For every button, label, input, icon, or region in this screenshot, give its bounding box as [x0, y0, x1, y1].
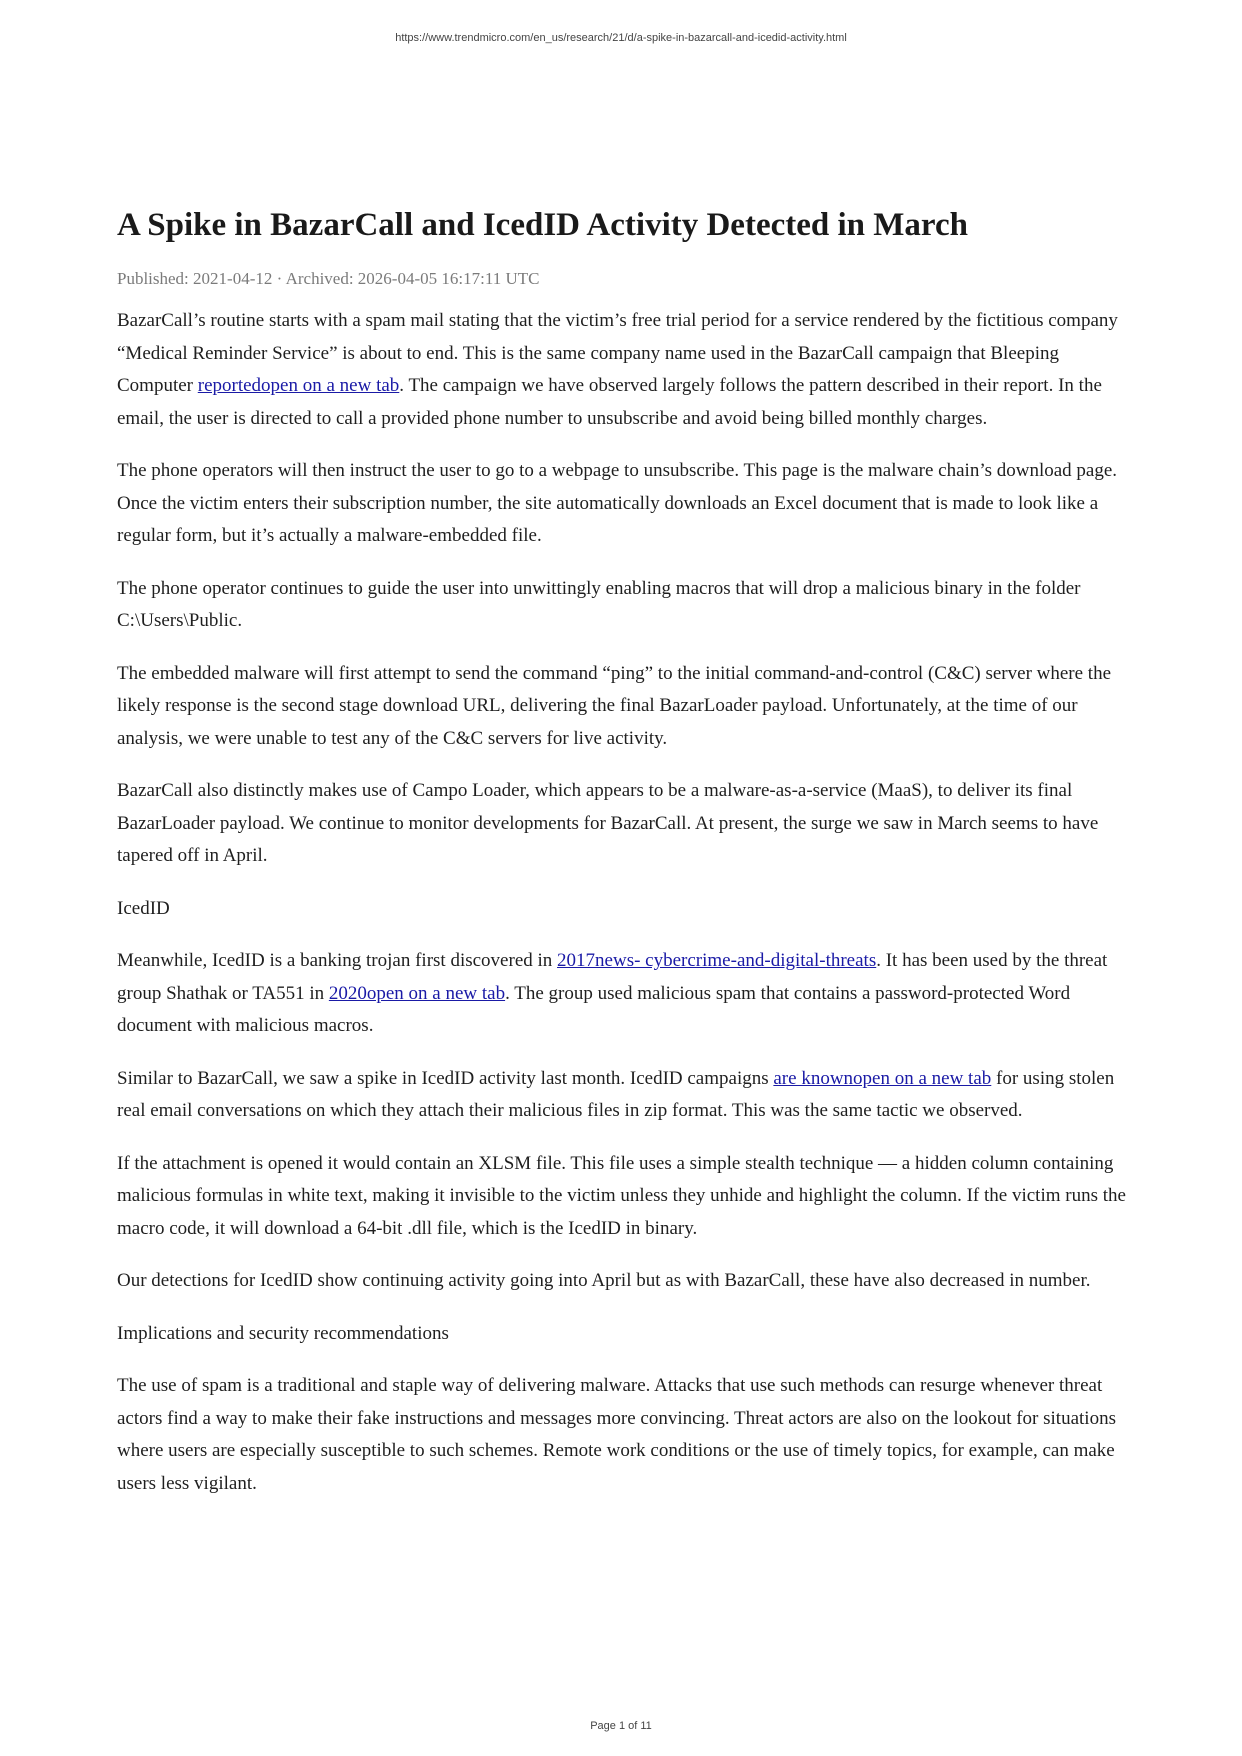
article-body [117, 205, 1133, 1520]
paragraph-text: for using stolen real email conversations on which they attach their malicious files in zip format. This was the same tactic we observed. [117, 1067, 1115, 1121]
section-heading-icedid: IcedID [117, 897, 170, 919]
paragraph-icedid-intro [117, 945, 1133, 1043]
paragraph-text: Similar to BazarCall, we saw a spike in IcedID activity last month. IcedID campaigns [117, 1067, 774, 1089]
section-heading-implications: Implications and security recommendations [117, 1322, 449, 1344]
paragraph-icedid-spike [117, 1063, 1133, 1128]
paragraph-macros: The phone operator continues to guide the user into unwittingly enabling macros that will drop a malicious binary in the folder C:\Users\Public. [117, 577, 1081, 631]
page-number-footer: Page 1 of 11 [590, 1720, 652, 1732]
paragraph-phone-operators: The phone operators will then instruct the user to go to a webpage to unsubscribe. This page is the malware chain’s download page. Once the victim enters their subscription number, the site automatically downloads an Excel document that is made to look like a regular form, but it’s actually a malware-embedded file. [117, 460, 1118, 546]
paragraph-text: . The campaign we have observed largely follows the pattern described in their report. In the email, the user is directed to call a provided phone number to unsubscribe and avoid being billed monthly charges. [117, 375, 1102, 429]
page-url-header: https://www.trendmicro.com/en_us/research/21/d/a-spike-in-bazarcall-and-icedid-activity.html [395, 32, 847, 44]
paragraph-text: . It has been used by the threat group Shathak or TA551 in [117, 950, 1108, 1004]
paragraph-text: . The group used malicious spam that contains a password-protected Word document with malicious macros. [117, 982, 1071, 1036]
paragraph-xlsm-attachment: If the attachment is opened it would contain an XLSM file. This file uses a simple stealth technique — a hidden column containing malicious formulas in white text, making it invisible to the victim unless they unhide and highlight the column. If the victim runs the macro code, it will download a 64-bit .dll file, which is the IcedID in binary. [117, 1152, 1126, 1239]
2017-news-link[interactable]: 2017news- cybercrime-and-digital-threats [557, 950, 877, 971]
are-known-link[interactable]: are knownopen on a new tab [773, 1067, 992, 1089]
paragraph-text: Meanwhile, IcedID is a banking trojan first discovered in [117, 950, 558, 971]
reported-link[interactable]: reportedopen on a new tab [197, 375, 400, 396]
paragraph-campo-loader: BazarCall also distinctly makes use of Campo Loader, which appears to be a malware-as-a-service (MaaS), to deliver its final BazarLoader payload. We continue to monitor developments for BazarCall. At present, the surge we saw in March seems to have tapered off in April. [117, 780, 1099, 866]
paragraph-embedded-malware: The embedded malware will first attempt to send the command “ping” to the initial command-and-control (C&C) server where the likely response is the second stage download URL, delivering the final BazarLoader payload. Unfortunately, at the time of our analysis, we were unable to test any of the C&C servers for live activity. [117, 662, 1112, 749]
paragraph-bazarcall-intro [117, 305, 1133, 435]
article-title: A Spike in BazarCall and IcedID Activity Detected in March [117, 207, 968, 243]
paragraph-detections: Our detections for IcedID show continuing activity going into April but as with BazarCall, these have also decreased in number. [117, 1270, 1091, 1291]
paragraph-text: BazarCall’s routine starts with a spam mail stating that the victim’s free trial period for a service rendered by the fictitious company “Medical Reminder Service” is about to end. This is the same company name used in the BazarCall campaign that Bleeping Computer [117, 310, 1118, 396]
paragraph-spam-traditional: The use of spam is a traditional and staple way of delivering malware. Attacks that use such methods can resurge whenever threat actors find a way to make their fake instructions and messages more convincing. Threat actors are also on the lookout for situations where users are especially susceptible to such schemes. Remote work conditions or the use of timely topics, for example, can make users less vigilant. [117, 1375, 1116, 1494]
article-meta: Published: 2021-04-12 · Archived: 2026-04-05 16:17:11 UTC [117, 269, 540, 288]
2020-link[interactable]: 2020open on a new tab [328, 982, 506, 1004]
